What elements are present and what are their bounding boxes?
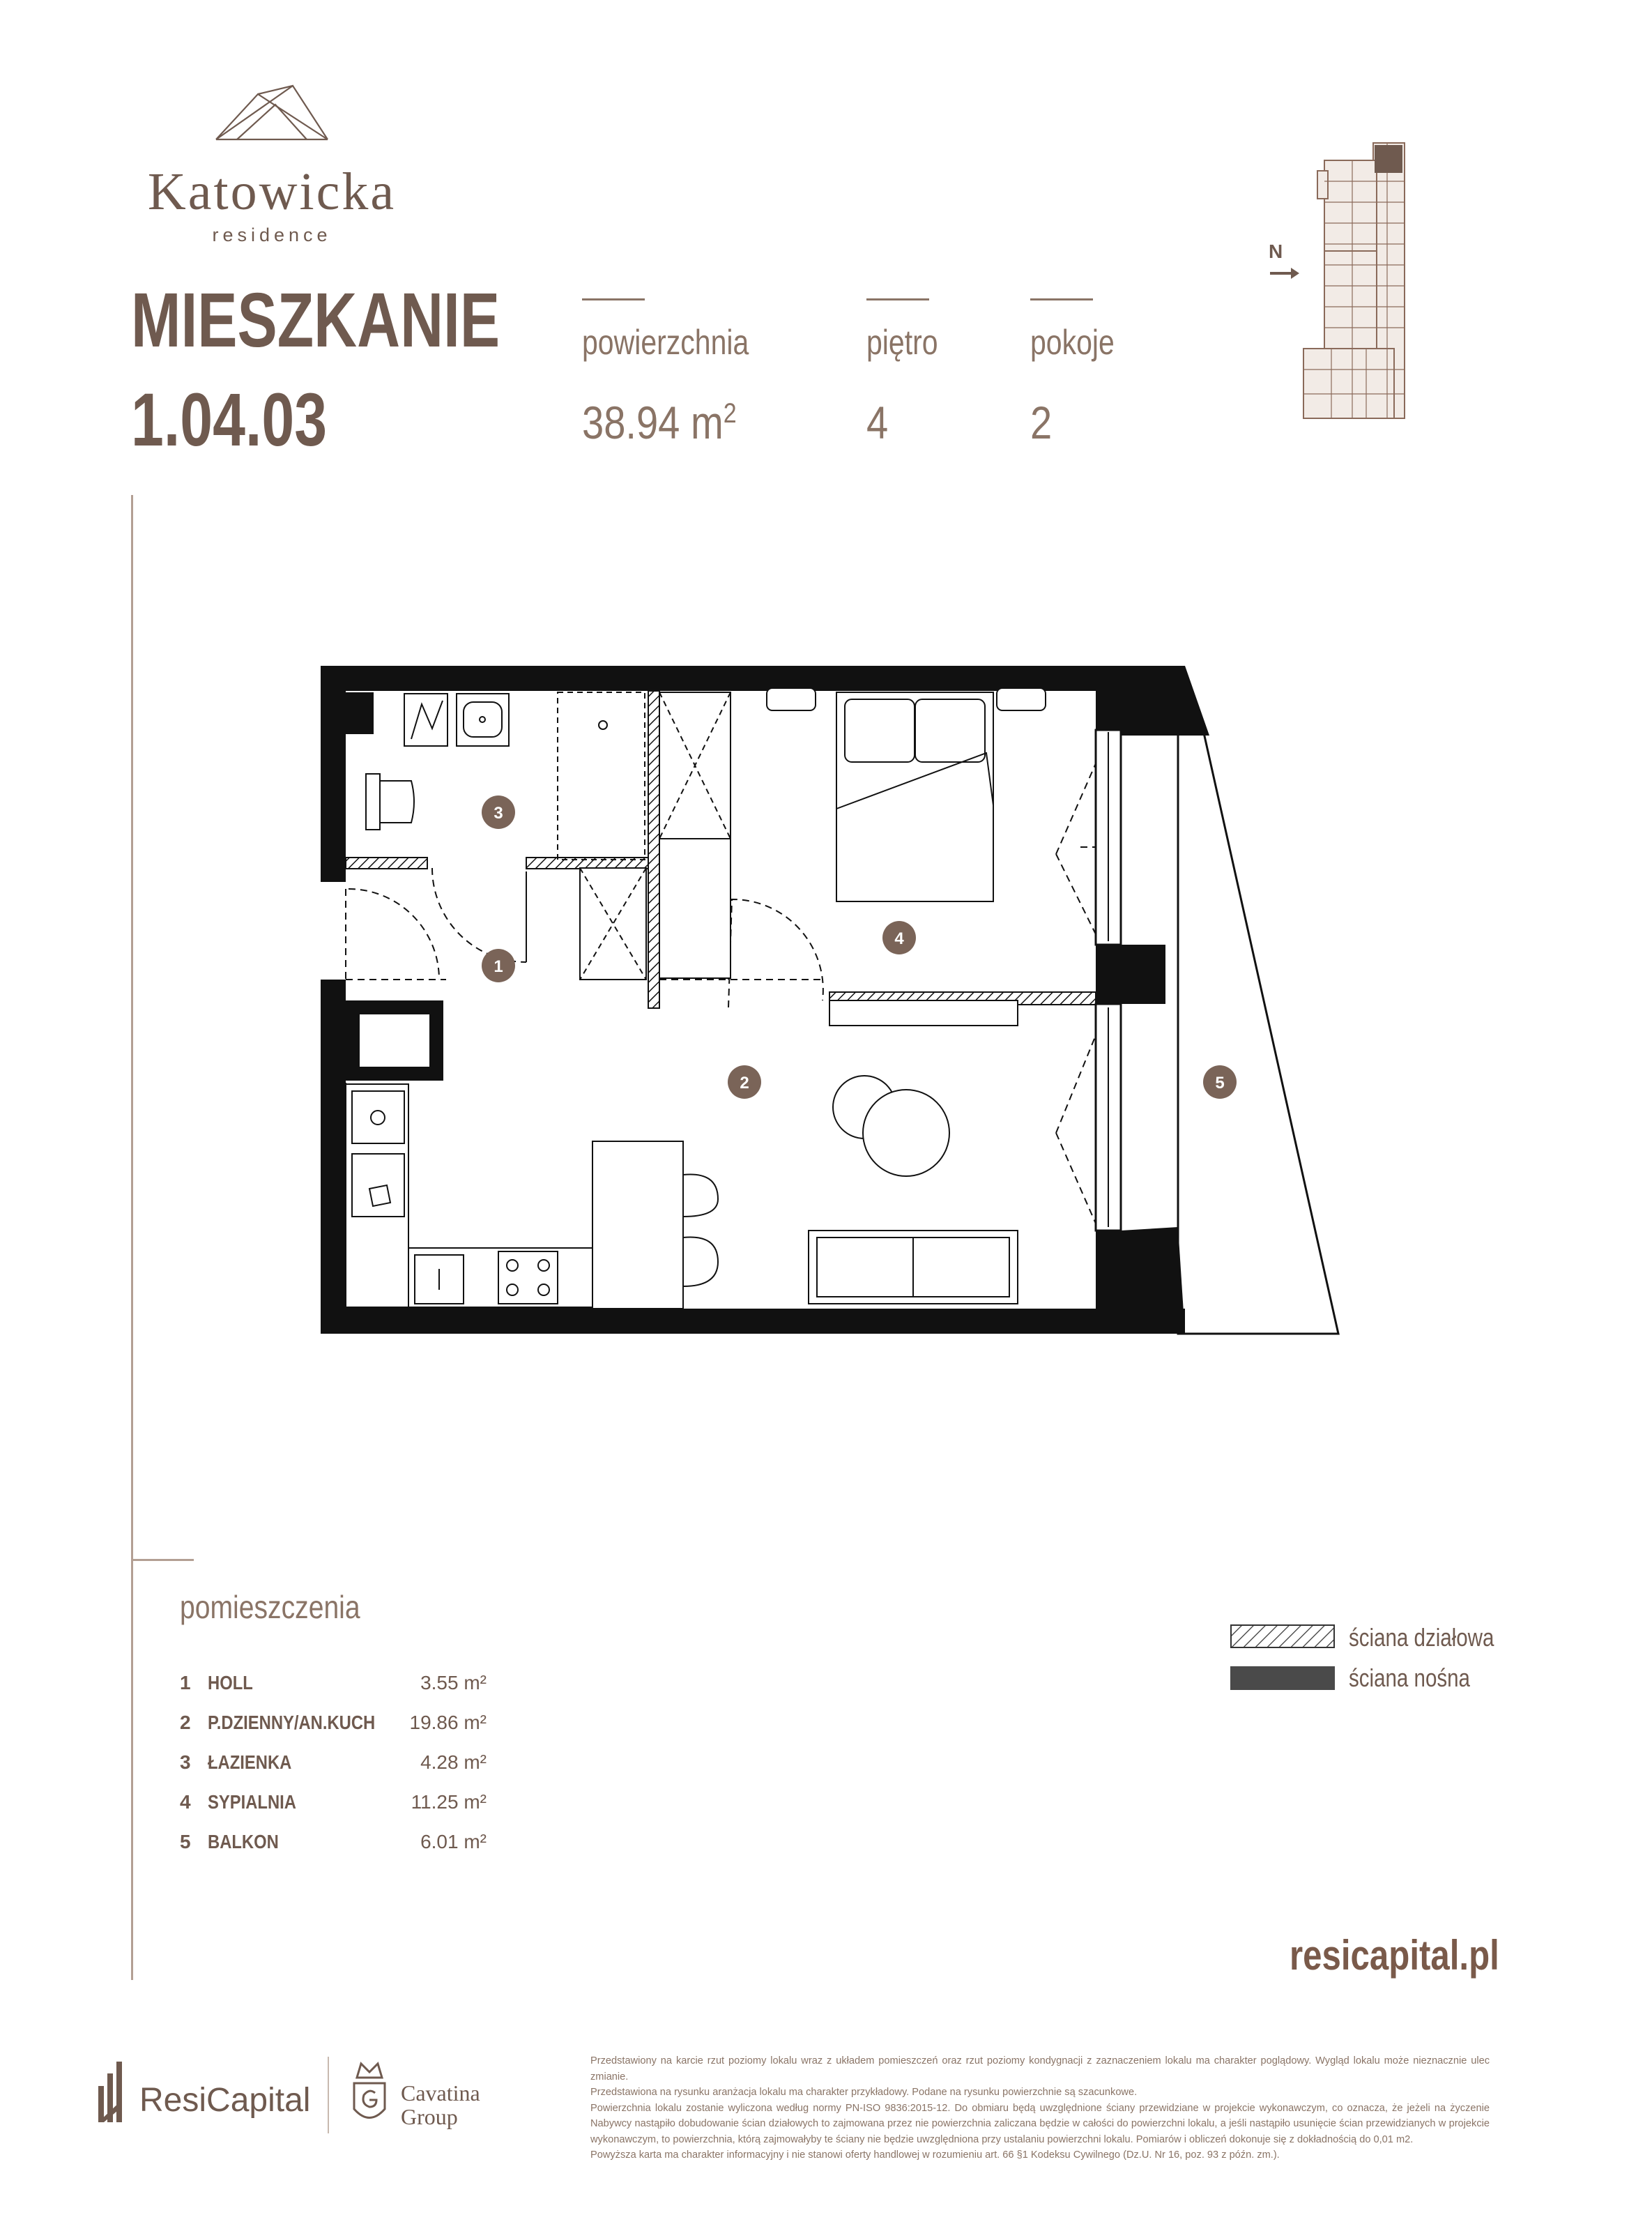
katowicka-mountain-logo — [209, 80, 335, 143]
brand-name: Katowicka — [147, 162, 397, 221]
room-name: BALKON — [208, 1831, 279, 1852]
room-row — [180, 1751, 487, 1790]
load-bearing-wall-label: ściana nośna — [1349, 1663, 1470, 1692]
room-name: ŁAZIENKA — [208, 1751, 292, 1773]
room-number: 4 — [180, 1791, 191, 1813]
highlighted-unit — [1375, 145, 1402, 173]
room-marker-4 — [882, 921, 916, 954]
disclaimer-line: Przedstawiona na rysunku aranżacja lokalu ma charakter przykładowy. Podane na rysunku powierzchnie są szacunkowe. — [590, 2087, 1138, 2098]
apartment-label: MIESZKANIE — [131, 277, 500, 363]
room-area: 19.86 m² — [409, 1712, 487, 1733]
room-marker-3 — [482, 795, 515, 829]
frame-vertical-line — [131, 495, 133, 1980]
room-area: 4.28 m² — [420, 1751, 487, 1773]
room-row — [180, 1672, 487, 1711]
svg-text:5: 5 — [1215, 1074, 1225, 1092]
room-area: 3.55 m² — [420, 1672, 487, 1693]
building-key-plan — [1255, 139, 1436, 425]
stat-floor-value: 4 — [866, 397, 889, 448]
resicapital-logo-icon — [96, 2058, 131, 2124]
disclaimer-line: Przedstawiony na karcie rzut poziomy lokalu wraz z układem pomieszczeń oraz rzut poziomy kondygnacji z zaznaczeniem lokalu ma charakter poglądowy. Wygląd lokalu może nieznacznie ulec zmianie. — [590, 2055, 1490, 2082]
disclaimer-line: Powyższa karta ma charakter informacyjny i nie stanowi oferty handlowej w rozumieniu art. 66 §1 Kodeksu Cywilnego (Dz.U. Nr 16, poz. 93 z późn. zm.). — [590, 2149, 1280, 2161]
room-name: P.DZIENNY/AN.KUCH — [208, 1712, 376, 1733]
svg-text:4: 4 — [894, 929, 904, 948]
stat-rooms-label: pokoje — [1030, 323, 1115, 362]
balcony-outline — [1178, 711, 1338, 1334]
room-marker-5 — [1203, 1065, 1237, 1099]
kitchen-units — [346, 1084, 592, 1307]
partner-name: Cavatina Group — [401, 2080, 480, 2129]
load-bearing-wall-swatch — [1230, 1666, 1335, 1690]
cavatina-crest-icon — [349, 2057, 390, 2130]
partition-wall-label: ściana działowa — [1349, 1623, 1494, 1652]
room-marker-1 — [482, 949, 515, 982]
stat-area-label: powierzchnia — [582, 323, 749, 362]
footer-divider — [328, 2057, 329, 2133]
svg-text:3: 3 — [494, 804, 503, 823]
partition-wall-swatch — [1230, 1624, 1335, 1648]
legal-disclaimer — [590, 2053, 1490, 2163]
room-name: SYPIALNIA — [208, 1791, 296, 1813]
rooms-heading: pomieszczenia — [180, 1589, 360, 1625]
developer-name: ResiCapital — [139, 2082, 311, 2119]
room-number: 3 — [180, 1751, 191, 1773]
stat-divider — [866, 298, 929, 300]
room-marker-2 — [728, 1065, 761, 1099]
stat-area-value: 38.94 $m^2$ — [582, 397, 737, 448]
frame-horizontal-line — [131, 1559, 194, 1561]
room-row — [180, 1831, 487, 1870]
disclaimer-line: Powierzchnia lokalu zostanie wyliczona według normy PN-ISO 9836:2015-12. Do obmiaru będą uwzględnione ściany przewidziane w projekcie wykonawczym, co oznacza, że jeżeli na życzenie Nabywcy nastąpiło dobudowanie ścian działowych to zajmowana przez nie powierzchnia zaliczana będzie w całości do powierzchni lokalu, a jeśli nastąpiło usunięcie ścian przewidzianych w projekcie wykonawczym, to powierzchnia, którą zajmowałyby te ściany nie będzie uwzględniona przy ustalaniu powierzchni lokalu. Pomiarów i obliczeń dokonuje się z dokładnością do 0,01 m2. — [590, 2102, 1490, 2145]
bathroom-fixtures — [366, 692, 645, 860]
stat-floor-label: piętro — [866, 323, 938, 362]
room-number: 5 — [180, 1831, 191, 1852]
room-row — [180, 1712, 487, 1751]
brand-subtitle: residence — [212, 224, 332, 245]
room-name: HOLL — [208, 1672, 253, 1693]
stat-divider — [582, 298, 645, 300]
room-area: 6.01 m² — [420, 1831, 487, 1852]
apartment-number: 1.04.03 — [131, 377, 328, 462]
bedroom-furniture — [767, 688, 1046, 901]
website-link[interactable]: resicapital.pl — [1290, 1932, 1499, 1979]
stat-divider — [1030, 298, 1093, 300]
room-number: 1 — [180, 1672, 191, 1693]
north-arrow-icon — [1270, 268, 1299, 279]
svg-text:1: 1 — [494, 957, 503, 976]
svg-text:2: 2 — [740, 1074, 749, 1092]
room-row — [180, 1791, 487, 1830]
stat-rooms-value: 2 — [1030, 397, 1053, 448]
north-label: N — [1269, 241, 1283, 262]
room-number: 2 — [180, 1712, 191, 1733]
floor-plan — [321, 659, 1352, 1349]
room-area: 11.25 m² — [411, 1791, 487, 1813]
